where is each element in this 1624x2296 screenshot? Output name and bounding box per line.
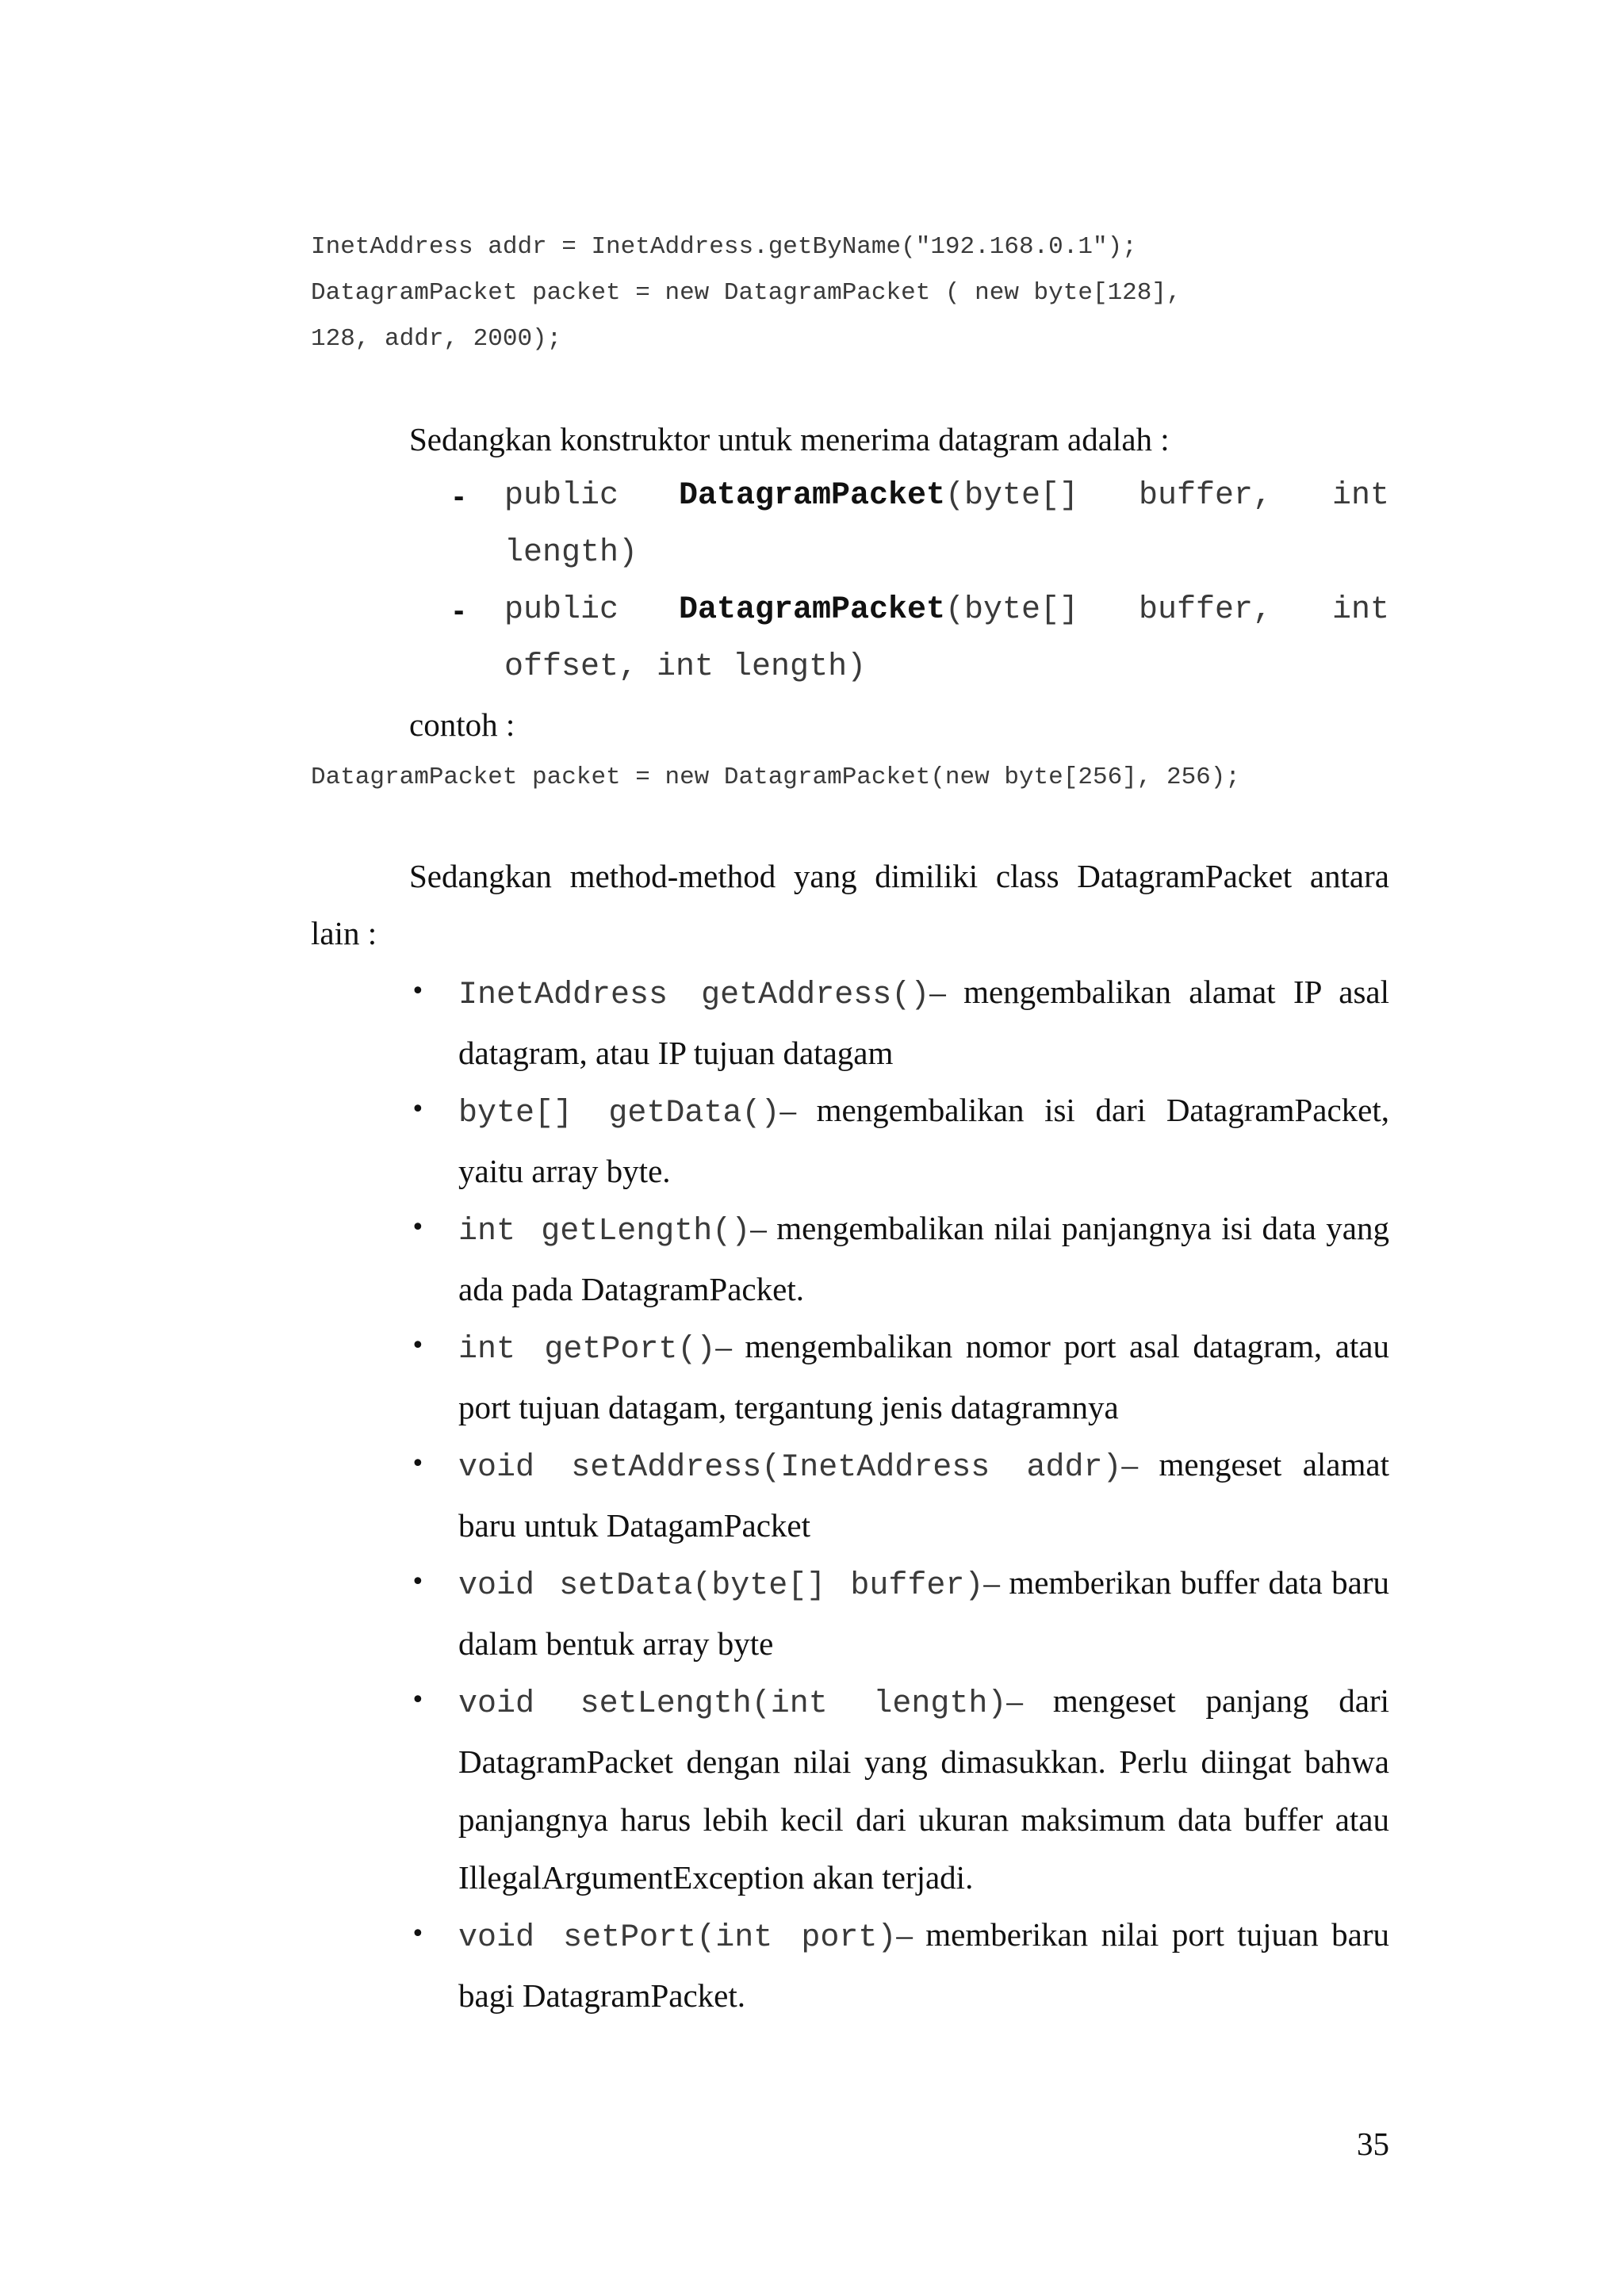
code-line-1: InetAddress addr = InetAddress.getByName("192.168.0.1"); bbox=[311, 233, 1137, 261]
method-signature: int getPort() bbox=[458, 1332, 716, 1368]
constructor-line-2: length) bbox=[504, 535, 638, 571]
constructor-item-1 bbox=[454, 468, 1389, 582]
constructor-line-2: offset, int length) bbox=[504, 649, 867, 685]
param-buffer: buffer, bbox=[1139, 592, 1273, 628]
constructor-args: (byte[] bbox=[945, 478, 1079, 514]
method-description: – memberikan buffer data baru dalam bentuk array byte bbox=[458, 1564, 1390, 1662]
constructor-name: DatagramPacket bbox=[678, 592, 946, 628]
dash-marker: - bbox=[454, 479, 465, 514]
bullet-icon: • bbox=[411, 1096, 425, 1123]
bullet-icon: • bbox=[411, 1332, 425, 1360]
constructor-name: DatagramPacket bbox=[678, 478, 946, 514]
method-signature: void setData(byte[] buffer) bbox=[458, 1568, 984, 1604]
param-type-int: int bbox=[1331, 592, 1389, 628]
methods-intro-continued: lain : bbox=[311, 915, 377, 951]
constructor-intro: Sedangkan konstruktor untuk menerima datagram adalah : bbox=[409, 421, 1170, 457]
bullet-icon: • bbox=[411, 1568, 425, 1596]
method-description: – memberikan nilai port tujuan baru bagi DatagramPacket. bbox=[458, 1916, 1389, 2014]
keyword-public: public bbox=[504, 592, 619, 628]
bullet-icon: • bbox=[411, 1450, 425, 1478]
method-description: – mengembalikan isi dari DatagramPacket, yaitu array byte. bbox=[458, 1092, 1390, 1189]
method-description: – mengembalikan nomor port asal datagram, atau port tujuan datagam, tergantung jenis datagramnya bbox=[458, 1328, 1389, 1425]
method-signature: void setLength(int length) bbox=[458, 1686, 1007, 1722]
method-signature: void setPort(int port) bbox=[458, 1920, 897, 1956]
method-signature: InetAddress getAddress() bbox=[458, 978, 930, 1013]
method-description: – mengembalikan alamat IP asal datagram, atau IP tujuan datagam bbox=[458, 974, 1389, 1071]
code-line-3: 128, addr, 2000); bbox=[311, 325, 562, 353]
constructor-item-2 bbox=[454, 582, 1389, 696]
bullet-icon: • bbox=[411, 1920, 425, 1948]
method-signature: int getLength() bbox=[458, 1214, 751, 1249]
param-buffer: buffer, bbox=[1139, 478, 1273, 514]
example-label: contoh : bbox=[409, 706, 515, 743]
keyword-public: public bbox=[504, 478, 619, 514]
method-description: – mengeset alamat baru untuk DatagamPacket bbox=[458, 1446, 1389, 1544]
bullet-icon: • bbox=[411, 1214, 425, 1242]
constructor-args: (byte[] bbox=[945, 592, 1079, 628]
method-description: – mengembalikan nilai panjangnya isi data yang ada pada DatagramPacket. bbox=[458, 1210, 1390, 1307]
code-example: DatagramPacket packet = new DatagramPacket(new byte[256], 256); bbox=[311, 763, 1240, 791]
methods-intro: Sedangkan method-method yang dimiliki class DatagramPacket antara bbox=[409, 858, 1389, 894]
code-line-2: DatagramPacket packet = new DatagramPacket ( new byte[128], bbox=[311, 279, 1182, 307]
bullet-icon: • bbox=[411, 1686, 425, 1714]
param-type-int: int bbox=[1331, 478, 1389, 514]
page-number: 35 bbox=[1357, 2126, 1389, 2162]
dash-marker: - bbox=[454, 593, 465, 628]
bullet-icon: • bbox=[411, 978, 425, 1005]
method-signature: void setAddress(InetAddress addr) bbox=[458, 1450, 1122, 1486]
method-description: – mengeset panjang dari DatagramPacket dengan nilai yang dimasukkan. Perlu diingat bahwa panjangnya harus lebih kecil dari ukuran maksimum data buffer atau IllegalArgumentException akan terjadi. bbox=[458, 1682, 1389, 1896]
method-signature: byte[] getData() bbox=[458, 1096, 780, 1131]
